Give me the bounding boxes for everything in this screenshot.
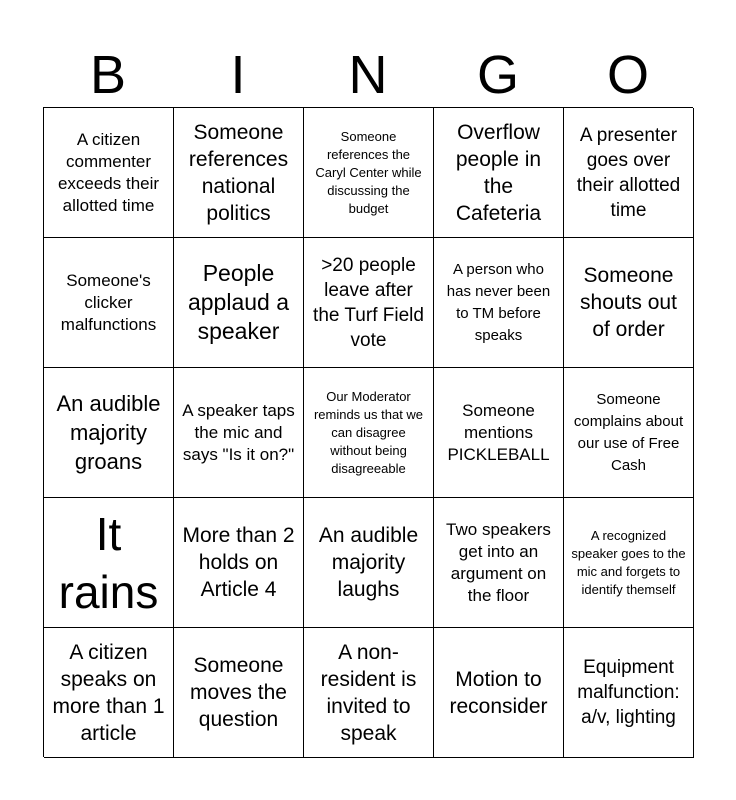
bingo-cell[interactable] [44,628,174,758]
cell-text: Someone references national politics [188,120,289,225]
bingo-cell[interactable] [304,238,434,368]
header-letter-g: G [476,45,519,105]
cell-text: Someone moves the question [190,654,287,731]
bingo-cell[interactable] [174,108,304,238]
cell-text: Two speakers get into an argument on the floor [446,519,551,605]
cell-text: More than 2 holds on Article 4 [182,524,295,601]
cell-text: Our Moderator reminds us that we can disagree without being disagreeable [313,388,424,476]
cell-text: A presenter goes over their allotted time [576,124,681,221]
bingo-cell[interactable] [44,238,174,368]
bingo-cell[interactable] [564,368,694,498]
bingo-header [43,44,693,106]
cell-text: A recognized speaker goes to the mic and forgets to identify themself [571,527,686,597]
bingo-cell[interactable] [434,498,564,628]
bingo-cell[interactable] [174,238,304,368]
cell-text: Someone's clicker malfunctions [60,270,157,334]
cell-text: Someone shouts out of order [580,264,677,341]
bingo-cell[interactable] [434,238,564,368]
header-letter-b: B [89,45,127,105]
bingo-cell[interactable] [174,628,304,758]
cell-text: A citizen commenter exceeds their allotted time [57,129,160,215]
bingo-cell[interactable] [564,628,694,758]
bingo-cell[interactable] [434,108,564,238]
cell-text: A citizen speaks on more than 1 article [52,640,165,745]
cell-text: A non-resident is invited to speak [320,640,417,745]
bingo-cell[interactable] [304,108,434,238]
cell-text: An audible majority laughs [318,524,419,601]
bingo-cell[interactable] [434,628,564,758]
bingo-cell[interactable] [564,108,694,238]
cell-text: People applaud a speaker [187,260,290,344]
bingo-cell[interactable] [304,368,434,498]
bingo-cell[interactable] [304,498,434,628]
bingo-cell[interactable] [44,368,174,498]
header-letter-o: O [606,45,649,105]
bingo-cell[interactable] [304,628,434,758]
bingo-cell[interactable] [564,238,694,368]
cell-text: A speaker taps the mic and says "Is it on?" [182,400,295,464]
cell-text: Someone complains about our use of Free Cash [573,390,684,474]
header-letter-n: N [348,45,388,105]
cell-text: A person who has never been to TM before speaks [446,260,551,344]
bingo-cell[interactable] [44,498,174,628]
cell-text: Equipment malfunction: a/v, lighting [577,657,680,728]
bingo-cell[interactable] [434,368,564,498]
cell-text: Someone mentions PICKLEBALL [447,400,550,464]
bingo-cell[interactable] [174,368,304,498]
bingo-cell[interactable] [174,498,304,628]
cell-text: It rains [58,507,159,618]
cell-text: An audible majority groans [56,391,161,474]
bingo-grid [43,107,693,757]
cell-text: Motion to reconsider [449,667,548,718]
cell-text: Someone references the Caryl Center while discussing the budget [315,128,422,216]
bingo-cell[interactable] [44,108,174,238]
cell-text: Overflow people in the Cafeteria [455,120,542,225]
cell-text: >20 people leave after the Turf Field vote [313,254,424,351]
header-letter-i: I [230,45,246,105]
bingo-cell[interactable] [564,498,694,628]
